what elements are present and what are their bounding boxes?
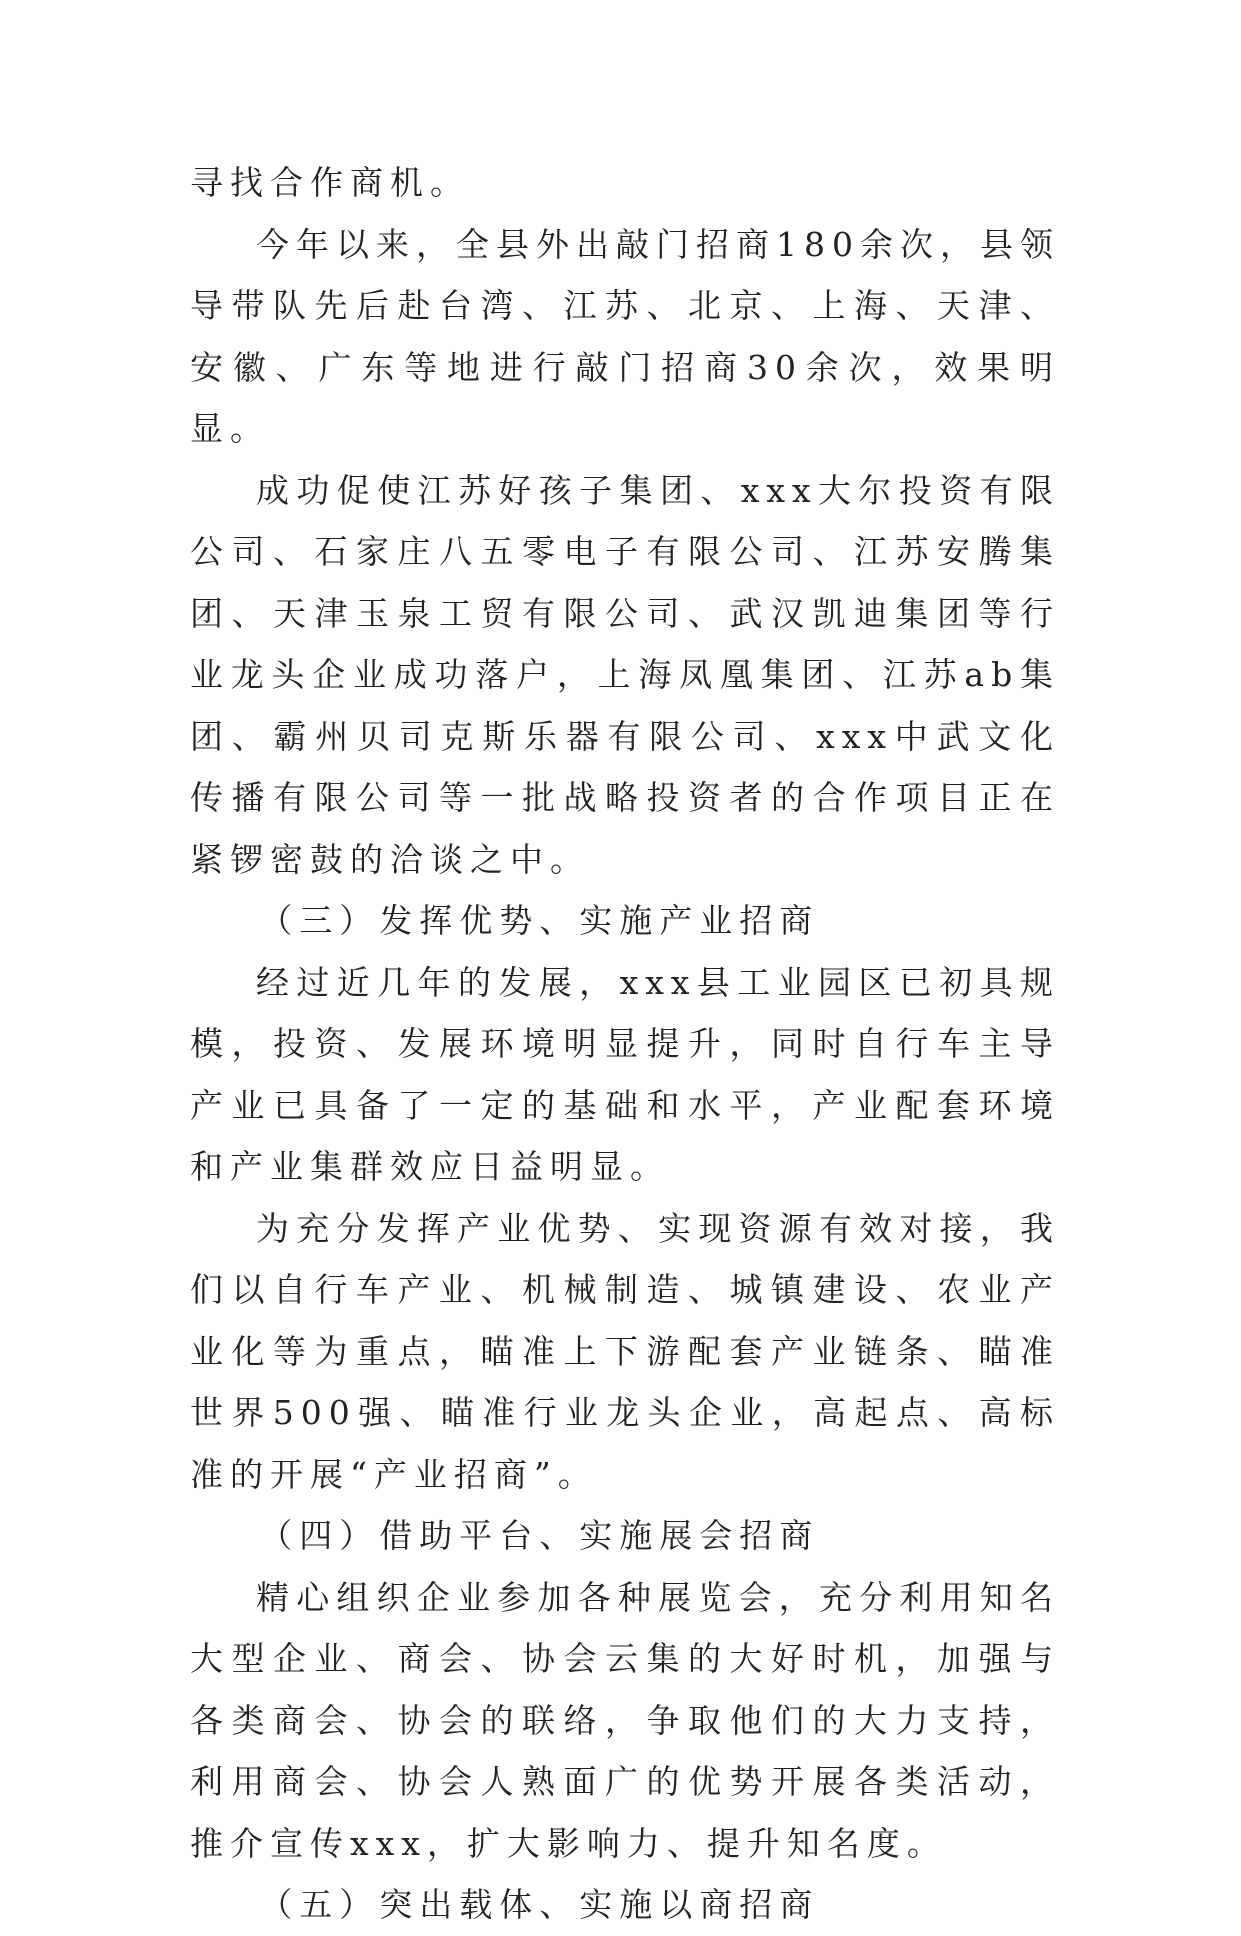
section-heading-exhibition: （四）借助平台、实施展会招商	[259, 1516, 820, 1555]
paragraph-industrial-park: 经过近几年的发展，xxx县工业园区已初具规模，投资、发展环境明显提升，同时自行车主导产业已具备了一定的基础和水平，产业配套环境和产业集群效应日益明显。	[190, 962, 1060, 1186]
paragraph-door-knocking-summary: 今年以来，全县外出敲门招商180余次，县领导带队先后赴台湾、江苏、北京、上海、天津、安徽、广东等地进行敲门招商30余次，效果明显。	[190, 224, 1060, 448]
section-heading-industry: （三）发挥优势、实施产业招商	[259, 901, 820, 940]
paragraph-exhibition: 精心组织企业参加各种展览会，充分利用知名大型企业、商会、协会云集的大好时机，加强与各类商会、协会的联络，争取他们的大力支持，利用商会、协会人熟面广的优势开展各类活动，推介宣传xxx，扩大影响力、提升知名度。	[190, 1577, 1060, 1863]
paragraph-industry-strategy: 为充分发挥产业优势、实现资源有效对接，我们以自行车产业、机械制造、城镇建设、农业产业化等为重点，瞄准上下游配套产业链条、瞄准世界500强、瞄准行业龙头企业，高起点、高标准的开展“产业招商”。	[190, 1208, 1060, 1494]
paragraph-investment-results: 成功促使江苏好孩子集团、xxx大尔投资有限公司、石家庄八五零电子有限公司、江苏安腾集团、天津玉泉工贸有限公司、武汉凯迪集团等行业龙头企业成功落户，上海凤凰集团、江苏ab集团、霸州贝司克斯乐器有限公司、xxx中武文化传播有限公司等一批战略投资者的合作项目正在紧锣密鼓的洽谈之中。	[190, 470, 1060, 879]
section-heading-business: （五）突出载体、实施以商招商	[259, 1885, 820, 1924]
paragraph-continuation: 寻找合作商机。	[190, 163, 470, 202]
document-body	[190, 152, 1060, 1936]
